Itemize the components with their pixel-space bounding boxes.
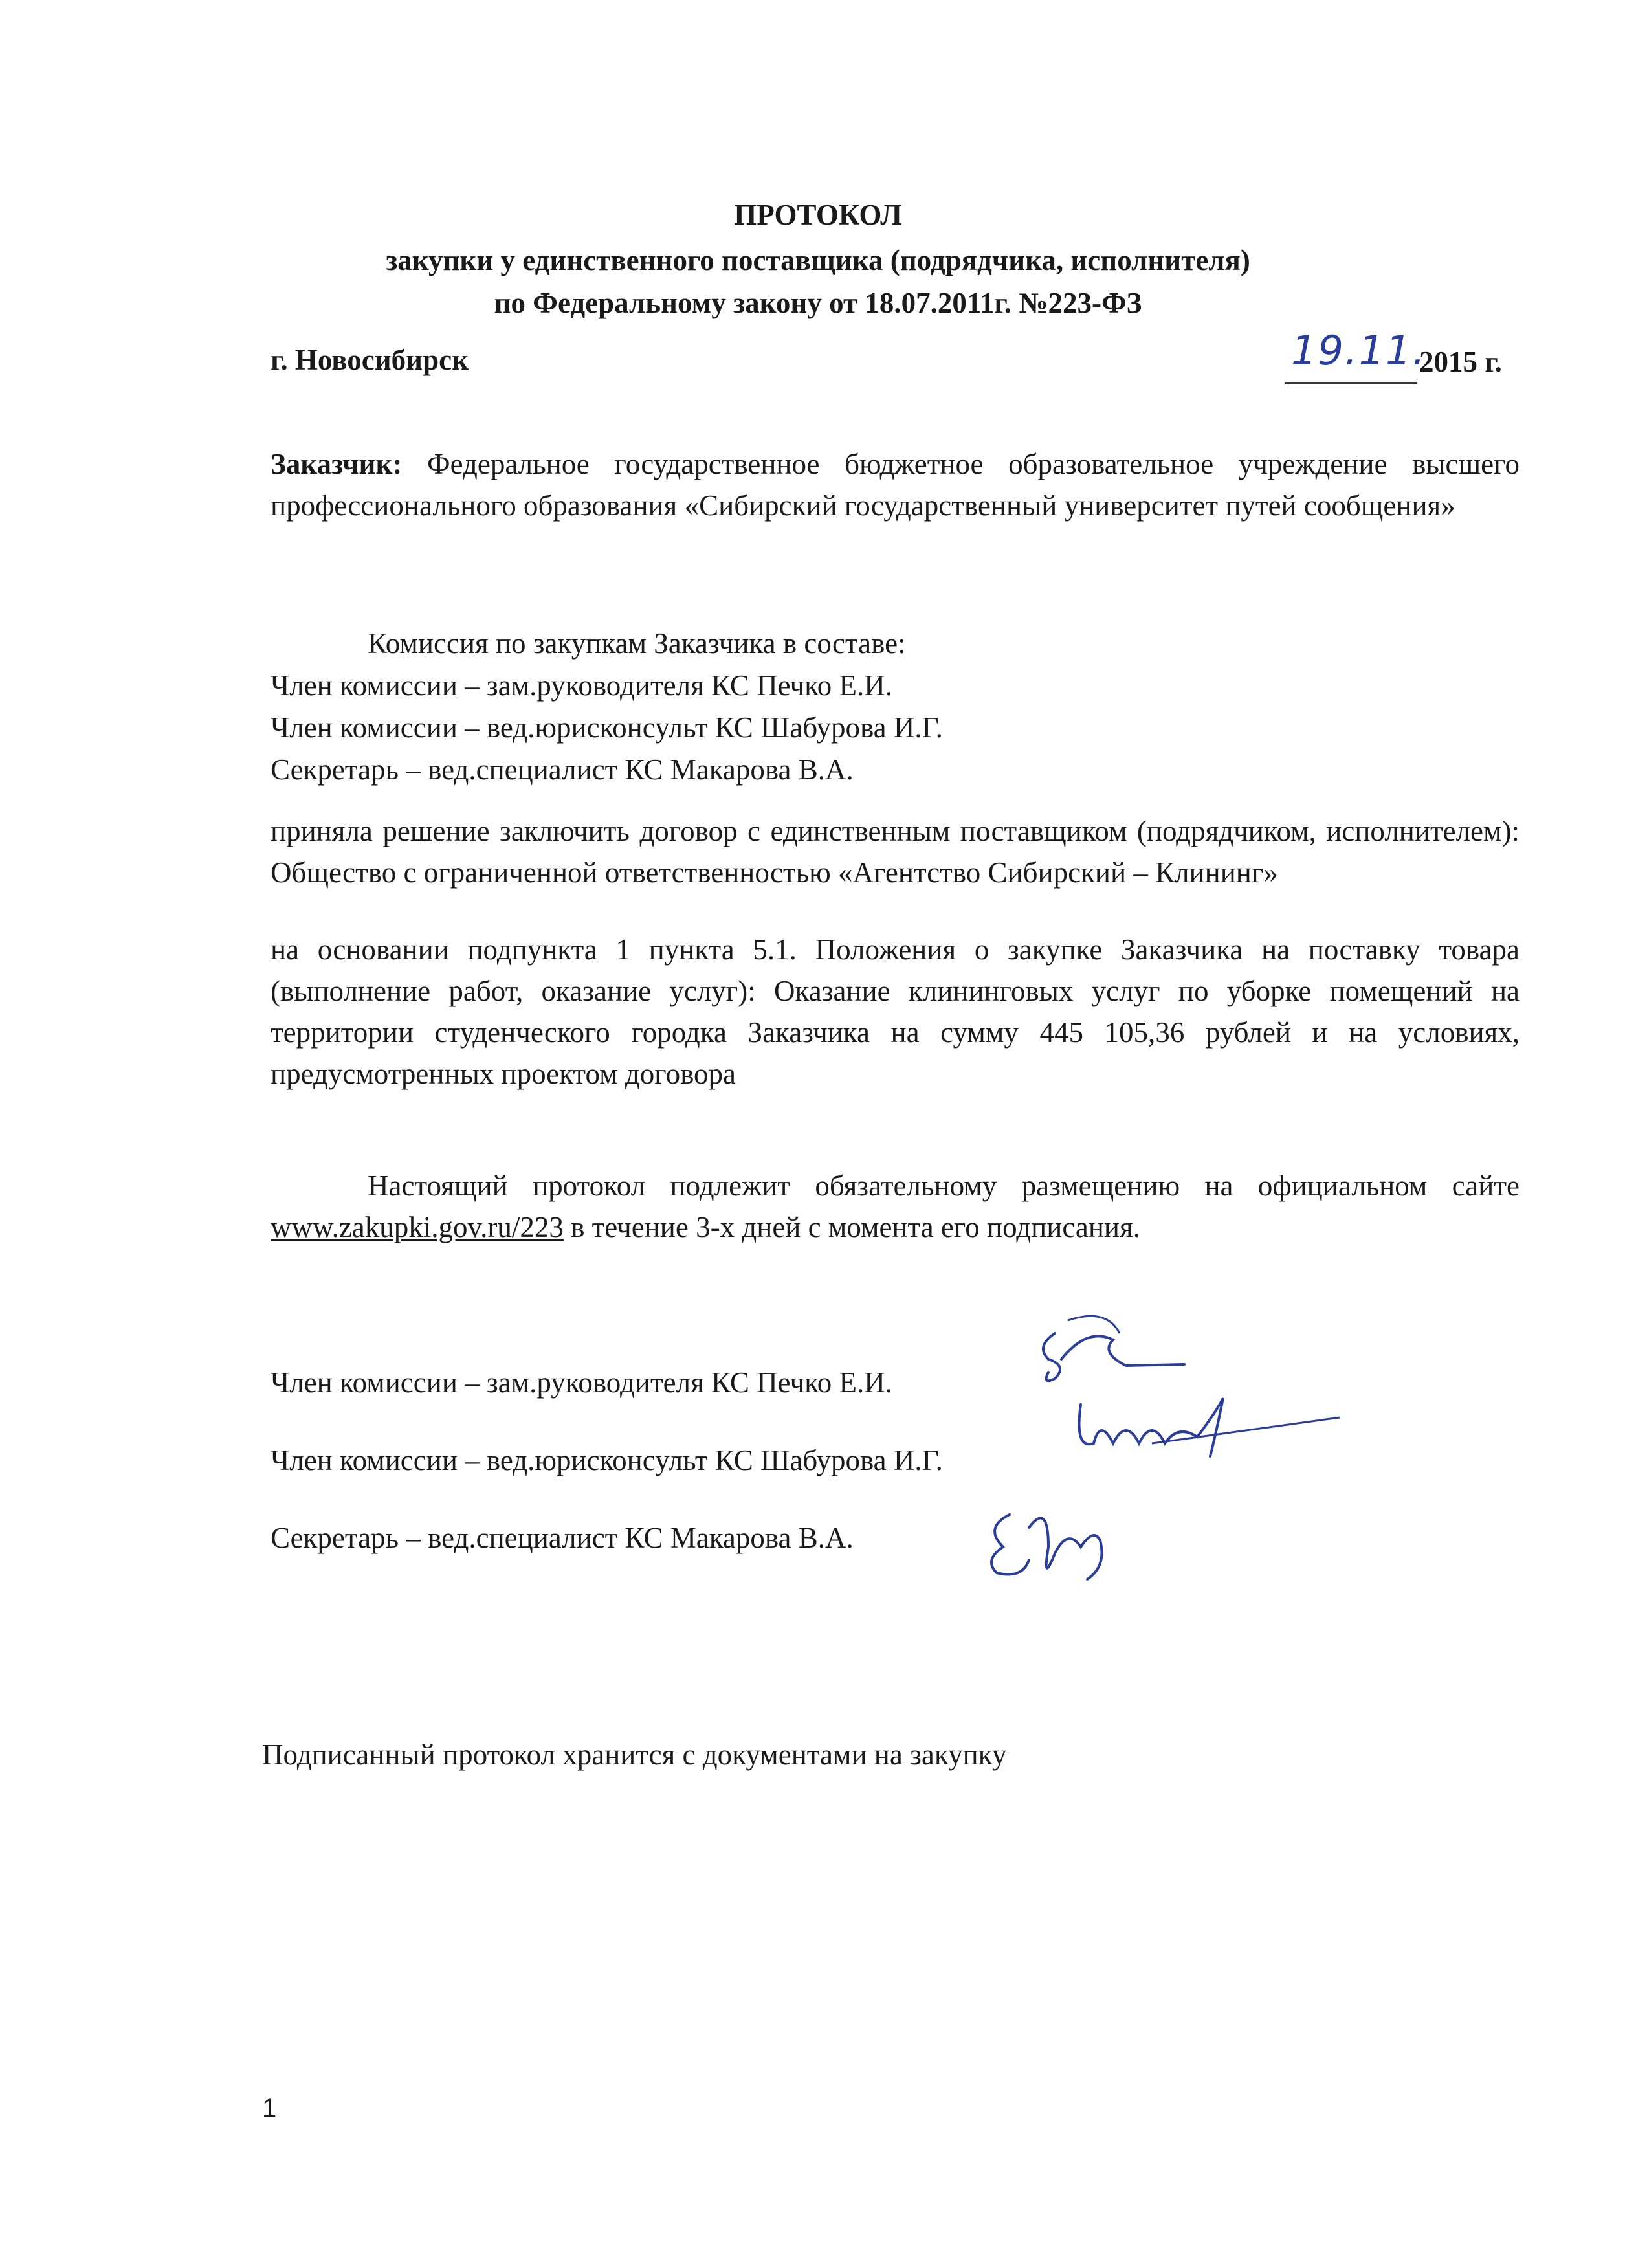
- date-underline: [1285, 382, 1417, 384]
- date-year: 2015 г.: [1419, 346, 1502, 378]
- place-label: г. Новосибирск: [271, 344, 469, 376]
- publication-text: Настоящий протокол подлежит обязательному размещению на официальном сайте: [368, 1170, 1520, 1202]
- signature-makarova: [971, 1489, 1165, 1586]
- customer-label: Заказчик:: [271, 448, 403, 480]
- signature-line-2: Член комиссии – вед.юрисконсульт КС Шабурова И.Г.: [271, 1444, 943, 1476]
- signature-line-1: Член комиссии – зам.руководителя КС Печко Е.И.: [271, 1366, 892, 1399]
- publication-text-end: в течение 3-х дней с момента его подписания.: [571, 1211, 1140, 1243]
- handwritten-date: 19.11.: [1291, 327, 1427, 374]
- commission-member-2: Член комиссии – вед.юрисконсульт КС Шабурова И.Г.: [271, 711, 943, 744]
- document-subtitle: закупки у единственного поставщика (подрядчика, исполнителя): [386, 244, 1250, 276]
- customer-text: Федеральное государственное бюджетное образовательное учреждение высшего профессионального образования «Сибирский государственный университет путей сообщения»: [271, 448, 1520, 522]
- commission-member-1: Член комиссии – зам.руководителя КС Печко Е.И.: [271, 669, 892, 702]
- document-date: [1285, 327, 1524, 386]
- signature-line-3: Секретарь – вед.специалист КС Макарова В.А.: [271, 1522, 854, 1554]
- signature-shaburova: [1055, 1392, 1353, 1476]
- commission-intro: Комиссия по закупкам Заказчика в составе:: [368, 627, 906, 660]
- basis-paragraph: на основании подпункта 1 пункта 5.1. Положения о закупке Заказчика на поставку товара (выполнение работ, оказание услуг): Оказание клининговых услуг по уборке помещений на территории студенческого городка Заказчика на сумму 445 105,36 рублей и на условиях, предусмотренных проектом договора: [271, 933, 1520, 1090]
- customer-paragraph: [271, 443, 1520, 526]
- document-title: ПРОТОКОЛ: [734, 199, 902, 231]
- footer-note: Подписанный протокол хранится с документами на закупку: [262, 1739, 1007, 1771]
- commission-secretary: Секретарь – вед.специалист КС Макарова В.А.: [271, 753, 854, 786]
- zakupki-link[interactable]: www.zakupki.gov.ru/223: [271, 1211, 564, 1243]
- law-reference: по Федеральному закону от 18.07.2011г. №223-ФЗ: [494, 287, 1142, 319]
- page-number: 1: [262, 2094, 277, 2122]
- decision-paragraph: приняла решение заключить договор с единственным поставщиком (подрядчиком, исполнителем): Общество с ограниченной ответственностью «Агентство Сибирский – Клининг»: [271, 815, 1520, 889]
- publication-paragraph: [271, 1165, 1520, 1248]
